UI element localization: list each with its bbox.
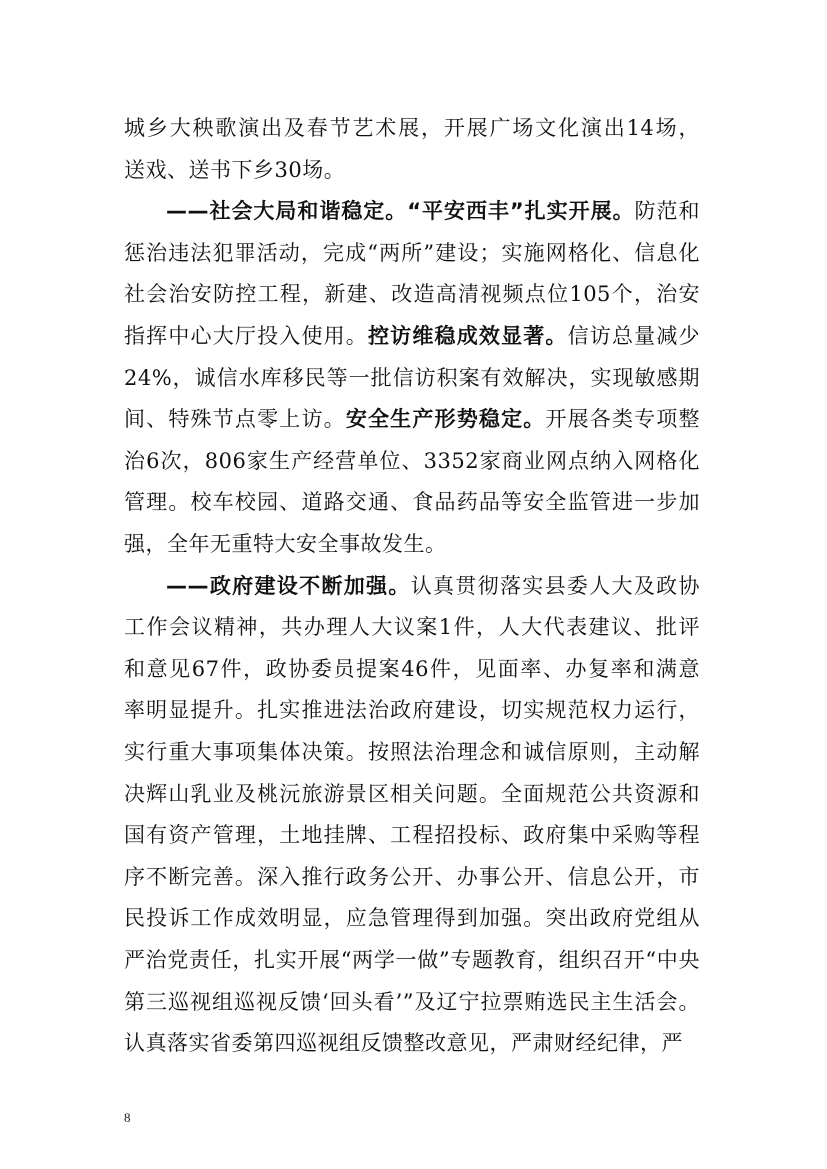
text-line [124, 106, 700, 150]
bold-heading-run: ——政府建设不断加强。 [166, 573, 411, 598]
text-line [124, 314, 700, 358]
text-line [124, 522, 700, 566]
bold-heading-run: 控访维稳成效显著。 [367, 324, 568, 348]
text-run: 惩治违法犯罪活动，完成“两所”建设；实施网格化、信息化 [124, 240, 700, 265]
text-run: 管理。校车校园、道路交通、食品药品等安全监管进一步加 [124, 490, 700, 515]
text-line [166, 564, 700, 608]
text-line [124, 896, 700, 940]
text-line [124, 231, 700, 275]
text-run: 率明显提升。扎实推进法治政府建设，切实规范权力运行， [124, 698, 700, 723]
text-run: 国有资产管理，土地挂牌、工程招投标、政府集中采购等程 [124, 823, 700, 848]
text-line [124, 938, 700, 982]
text-line [124, 855, 700, 899]
text-line [124, 688, 700, 732]
text-run: 实行重大事项集体决策。按照法治理念和诚信原则，主动解 [124, 740, 700, 764]
text-line [124, 813, 700, 857]
text-run: 严治党责任，扎实开展“两学一做”专题教育，组织召开“中央 [124, 948, 700, 972]
text-run: 防范和 [634, 199, 700, 224]
text-run: 决辉山乳业及桃沅旅游景区相关问题。全面规范公共资源和 [124, 781, 700, 806]
text-run: 信访总量减少 [567, 324, 701, 348]
text-run: 序不断完善。深入推行政务公开、办事公开、信息公开，市 [124, 864, 700, 889]
page-number: 8 [124, 1110, 131, 1125]
text-run: 治6次，806家生产经营单位、3352家商业网点纳入网格化 [124, 448, 700, 473]
text-line [124, 356, 700, 400]
text-run: 民投诉工作成效明显，应急管理得到加强。突出政府党组从 [124, 906, 700, 931]
bold-heading-run: 安全生产形势稳定。 [345, 407, 546, 432]
text-line [124, 397, 700, 441]
text-line [124, 272, 700, 316]
text-run: 认真落实省委第四巡视组反馈整改意见，严肃财经纪律，严 [124, 1031, 683, 1056]
text-line [124, 605, 700, 649]
text-line [166, 189, 700, 233]
text-run: 间、特殊节点零上访。 [124, 407, 346, 432]
text-run: 工作会议精神，共办理人大议案1件，人大代表建议、批评 [124, 615, 700, 640]
text-line [124, 980, 700, 1024]
text-line [124, 480, 700, 524]
text-run: 社会治安防控工程，新建、改造高清视频点位105个，治安 [124, 282, 700, 307]
text-run: 指挥中心大厅投入使用。 [124, 324, 368, 348]
text-run: 开展各类专项整 [545, 407, 701, 432]
text-line [124, 730, 700, 774]
text-run: 强，全年无重特大安全事故发生。 [124, 532, 447, 556]
text-line [124, 647, 700, 691]
text-line [124, 439, 700, 483]
text-line [124, 148, 700, 192]
text-run: 和意见67件，政协委员提案46件，见面率、办复率和满意 [124, 656, 700, 681]
text-run: 24%，诚信水库移民等一批信访积案有效解决，实现敏感期 [124, 365, 700, 390]
text-run: 送戏、送书下乡30场。 [124, 157, 346, 182]
text-line [124, 772, 700, 816]
text-run: 城乡大秧歌演出及春节艺术展，开展广场文化演出14场， [124, 116, 700, 140]
text-run: 认真贯彻落实县委人大及政协 [410, 573, 701, 598]
bold-heading-run: ——社会大局和谐稳定。“平安西丰”扎实开展。 [166, 199, 635, 224]
text-run: 第三巡视组巡视反馈‘回头看’”及辽宁拉票贿选民主生活会。 [124, 989, 700, 1014]
text-line [124, 1021, 700, 1065]
